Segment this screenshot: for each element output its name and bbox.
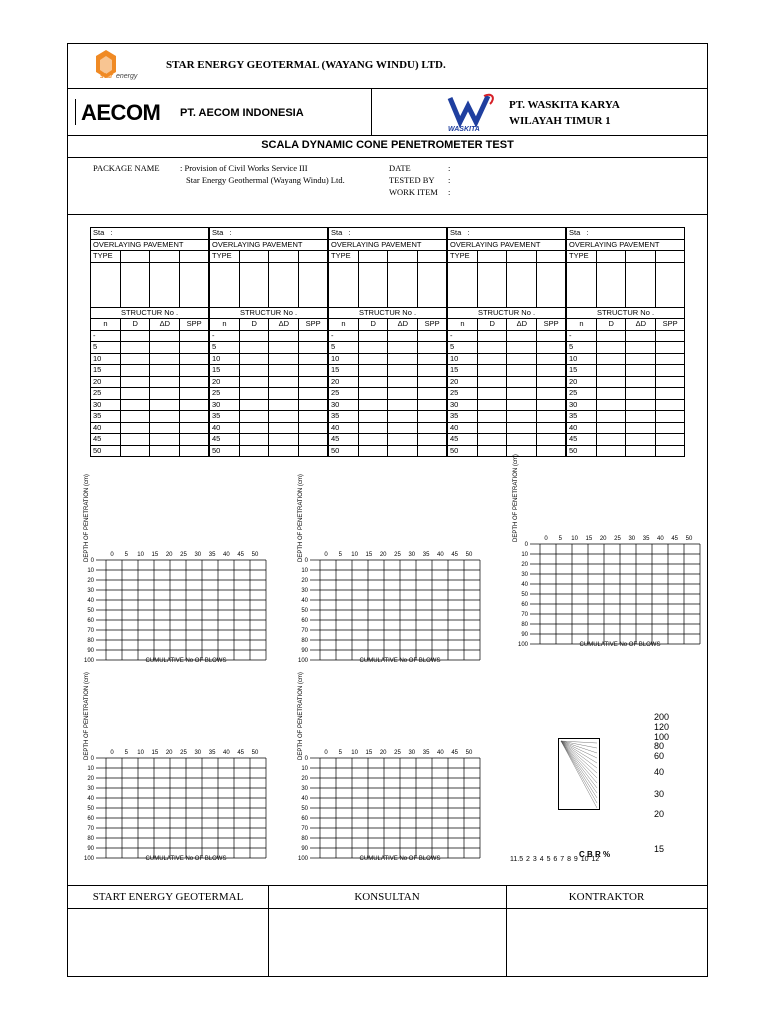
row-n: 35 xyxy=(210,411,240,423)
x-tick: 40 xyxy=(437,552,444,558)
x-tick: 50 xyxy=(465,552,473,558)
y-tick: 0 xyxy=(90,558,94,564)
x-tick: 35 xyxy=(422,750,430,756)
type-cell: TYPE xyxy=(448,251,478,263)
y-tick: 30 xyxy=(301,786,308,792)
cbr-right-value: 20 xyxy=(654,809,665,819)
col-spp: SPP xyxy=(299,319,328,331)
company-top: STAR ENERGY GEOTERMAL (WAYANG WINDU) LTD. xyxy=(166,59,446,71)
col-d: D xyxy=(477,319,507,331)
sta-cell: Sta : xyxy=(210,228,328,240)
y-axis-label: DEPTH OF PENETRATION (cm) xyxy=(298,672,304,760)
svg-text:star: star xyxy=(100,73,113,80)
col-d: D xyxy=(120,319,150,331)
cbr-right-value: 200 xyxy=(654,712,670,722)
overlaying-cell: OVERLAYING PAVEMENT xyxy=(91,239,209,251)
col-d: D xyxy=(358,319,388,331)
y-tick: 80 xyxy=(521,622,528,628)
x-tick: 15 xyxy=(585,536,593,542)
y-tick: 60 xyxy=(521,602,528,608)
x-axis-label: CUMULATIVE No OF BLOWS xyxy=(145,658,227,664)
x-tick: 5 xyxy=(124,750,128,756)
type-cell: TYPE xyxy=(329,251,359,263)
x-tick: 5 xyxy=(558,536,562,542)
x-tick: 20 xyxy=(165,750,173,756)
y-tick: 0 xyxy=(304,558,308,564)
penetration-chart-2 xyxy=(290,546,490,676)
y-tick: 40 xyxy=(87,598,94,604)
tested-colon: : xyxy=(448,175,451,185)
form-page xyxy=(67,43,708,977)
row-n: 40 xyxy=(567,422,597,434)
sta-table-5 xyxy=(566,227,685,457)
x-tick: 45 xyxy=(451,750,459,756)
y-tick: 0 xyxy=(524,542,528,548)
x-tick: 5 xyxy=(338,750,342,756)
x-tick: 35 xyxy=(208,750,216,756)
x-tick: 45 xyxy=(237,750,245,756)
x-tick: 45 xyxy=(671,536,679,542)
y-tick: 60 xyxy=(301,816,308,822)
row-n: 10 xyxy=(210,353,240,365)
row-n: 5 xyxy=(567,342,597,354)
y-tick: 80 xyxy=(301,638,308,644)
x-tick: 25 xyxy=(180,750,187,756)
x-tick: 0 xyxy=(544,536,548,542)
sta-cell: Sta : xyxy=(329,228,447,240)
row-n: 45 xyxy=(91,434,121,446)
x-tick: 30 xyxy=(408,750,416,756)
y-tick: 40 xyxy=(521,582,528,588)
row-n: 25 xyxy=(567,388,597,400)
col-dd: ΔD xyxy=(269,319,299,331)
x-axis-label: CUMULATIVE No OF BLOWS xyxy=(359,658,441,664)
y-tick: 100 xyxy=(297,856,308,862)
row-n: 45 xyxy=(210,434,240,446)
sta-table-4 xyxy=(447,227,566,457)
y-tick: 10 xyxy=(301,568,308,574)
x-tick: 30 xyxy=(194,552,202,558)
col-spp: SPP xyxy=(537,319,566,331)
row-n: 50 xyxy=(567,445,597,457)
x-tick: 25 xyxy=(180,552,187,558)
x-tick: 20 xyxy=(379,750,387,756)
row-n: 30 xyxy=(448,399,478,411)
row-n: - xyxy=(329,330,359,342)
y-tick: 50 xyxy=(87,608,94,614)
y-tick: 30 xyxy=(87,588,94,594)
row-n: 35 xyxy=(91,411,121,423)
row-n: 15 xyxy=(91,365,121,377)
footer-contractor: KONTRAKTOR xyxy=(568,891,645,903)
structur-cell: STRUCTUR No . xyxy=(448,307,566,319)
y-tick: 20 xyxy=(301,776,308,782)
row-n: - xyxy=(567,330,597,342)
x-tick: 50 xyxy=(685,536,693,542)
y-axis-label: DEPTH OF PENETRATION (cm) xyxy=(84,672,90,760)
row-n: 5 xyxy=(210,342,240,354)
x-tick: 50 xyxy=(465,750,473,756)
work-colon: : xyxy=(448,187,451,197)
row-n: 10 xyxy=(448,353,478,365)
x-tick: 10 xyxy=(571,536,578,542)
y-tick: 70 xyxy=(301,826,308,832)
footer-owner: START ENERGY GEOTERMAL xyxy=(92,891,244,903)
cbr-right-value: 30 xyxy=(654,789,665,799)
structur-cell: STRUCTUR No . xyxy=(210,307,328,319)
cbr-x-ticks: 11.5 2 3 4 5 6 7 8 9 10 12 xyxy=(510,856,600,863)
y-tick: 60 xyxy=(301,618,308,624)
structur-cell: STRUCTUR No . xyxy=(91,307,209,319)
row-n: 40 xyxy=(210,422,240,434)
y-tick: 40 xyxy=(301,796,308,802)
aecom-name: PT. AECOM INDONESIA xyxy=(180,107,304,119)
col-dd: ΔD xyxy=(150,319,180,331)
y-tick: 20 xyxy=(87,578,94,584)
penetration-chart-4 xyxy=(76,744,276,874)
package-line2: Star Energy Geothermal (Wayang Windu) Ltd. xyxy=(186,175,345,185)
x-tick: 0 xyxy=(324,552,328,558)
y-tick: 60 xyxy=(87,618,94,624)
x-tick: 45 xyxy=(451,552,459,558)
col-spp: SPP xyxy=(418,319,447,331)
waskita-logo-icon xyxy=(444,92,500,132)
x-tick: 50 xyxy=(251,552,259,558)
overlaying-cell: OVERLAYING PAVEMENT xyxy=(567,239,685,251)
sta-cell: Sta : xyxy=(448,228,566,240)
x-tick: 15 xyxy=(365,552,373,558)
row-n: 30 xyxy=(567,399,597,411)
row-n: 10 xyxy=(329,353,359,365)
y-tick: 10 xyxy=(87,568,94,574)
y-tick: 100 xyxy=(83,658,94,664)
y-tick: 20 xyxy=(301,578,308,584)
cbr-label: C B R % xyxy=(579,850,611,859)
y-tick: 20 xyxy=(521,562,528,568)
row-n: 50 xyxy=(329,445,359,457)
y-tick: 80 xyxy=(87,638,94,644)
row-n: - xyxy=(210,330,240,342)
row-n: 20 xyxy=(329,376,359,388)
y-tick: 100 xyxy=(517,642,528,648)
y-tick: 40 xyxy=(301,598,308,604)
row-n: 25 xyxy=(91,388,121,400)
cbr-right-value: 15 xyxy=(654,844,665,854)
row-n: 25 xyxy=(210,388,240,400)
overlaying-cell: OVERLAYING PAVEMENT xyxy=(448,239,566,251)
row-n: 10 xyxy=(91,353,121,365)
x-tick: 30 xyxy=(194,750,202,756)
row-n: 30 xyxy=(210,399,240,411)
y-tick: 70 xyxy=(521,612,528,618)
row-n: 20 xyxy=(91,376,121,388)
sta-table-1 xyxy=(90,227,209,457)
row-n: 50 xyxy=(448,445,478,457)
x-axis-label: CUMULATIVE No OF BLOWS xyxy=(359,856,441,862)
y-tick: 0 xyxy=(304,756,308,762)
y-tick: 90 xyxy=(301,846,308,852)
structur-cell: STRUCTUR No . xyxy=(567,307,685,319)
x-tick: 20 xyxy=(599,536,607,542)
y-tick: 90 xyxy=(521,632,528,638)
y-tick: 60 xyxy=(87,816,94,822)
package-line1: : Provision of Civil Works Service III xyxy=(180,163,308,173)
row-n: 25 xyxy=(329,388,359,400)
type-cell: TYPE xyxy=(91,251,121,263)
row-n: 15 xyxy=(210,365,240,377)
sta-table-2 xyxy=(209,227,328,457)
y-axis-label: DEPTH OF PENETRATION (cm) xyxy=(513,454,519,542)
row-n: 30 xyxy=(91,399,121,411)
work-label: WORK ITEM xyxy=(389,187,438,197)
sta-cell: Sta : xyxy=(567,228,685,240)
date-colon: : xyxy=(448,163,451,173)
row-n: 40 xyxy=(329,422,359,434)
x-tick: 10 xyxy=(351,750,358,756)
x-tick: 10 xyxy=(137,552,144,558)
y-tick: 50 xyxy=(301,608,308,614)
structur-cell: STRUCTUR No . xyxy=(329,307,447,319)
overlaying-cell: OVERLAYING PAVEMENT xyxy=(329,239,447,251)
x-tick: 40 xyxy=(223,552,230,558)
row-n: 40 xyxy=(448,422,478,434)
y-tick: 100 xyxy=(297,658,308,664)
svg-text:WASKITA: WASKITA xyxy=(448,126,480,132)
row-n: 50 xyxy=(91,445,121,457)
x-tick: 15 xyxy=(151,750,159,756)
cbr-right-value: 120 xyxy=(654,722,670,732)
y-tick: 30 xyxy=(301,588,308,594)
x-tick: 40 xyxy=(657,536,664,542)
cbr-right-value: 40 xyxy=(654,767,665,777)
y-tick: 20 xyxy=(87,776,94,782)
col-d: D xyxy=(596,319,626,331)
penetration-chart-3 xyxy=(510,530,710,660)
x-tick: 45 xyxy=(237,552,245,558)
col-d: D xyxy=(239,319,269,331)
col-dd: ΔD xyxy=(507,319,537,331)
x-tick: 0 xyxy=(110,552,114,558)
y-tick: 10 xyxy=(87,766,94,772)
row-n: 50 xyxy=(210,445,240,457)
row-n: 45 xyxy=(329,434,359,446)
y-tick: 80 xyxy=(87,836,94,842)
x-tick: 0 xyxy=(110,750,114,756)
waskita-line1: PT. WASKITA KARYA xyxy=(509,99,620,111)
row-n: 45 xyxy=(567,434,597,446)
row-n: 35 xyxy=(329,411,359,423)
y-tick: 10 xyxy=(521,552,528,558)
page-title: SCALA DYNAMIC CONE PENETROMETER TEST xyxy=(261,139,514,151)
x-tick: 15 xyxy=(151,552,159,558)
y-tick: 70 xyxy=(87,826,94,832)
row-n: 45 xyxy=(448,434,478,446)
x-tick: 5 xyxy=(124,552,128,558)
cbr-right-value: 60 xyxy=(654,751,665,761)
sta-cell: Sta : xyxy=(91,228,209,240)
x-axis-label: CUMULATIVE No OF BLOWS xyxy=(145,856,227,862)
x-tick: 30 xyxy=(628,536,636,542)
y-tick: 30 xyxy=(87,786,94,792)
row-n: 35 xyxy=(567,411,597,423)
x-tick: 25 xyxy=(394,552,401,558)
footer-consultant: KONSULTAN xyxy=(354,891,420,903)
row-n: 40 xyxy=(91,422,121,434)
x-tick: 15 xyxy=(365,750,373,756)
y-tick: 100 xyxy=(83,856,94,862)
y-tick: 90 xyxy=(87,648,94,654)
x-tick: 30 xyxy=(408,552,416,558)
y-tick: 10 xyxy=(301,766,308,772)
package-label: PACKAGE NAME xyxy=(93,163,160,173)
row-n: - xyxy=(448,330,478,342)
type-cell: TYPE xyxy=(567,251,597,263)
row-n: 30 xyxy=(329,399,359,411)
row-n: 15 xyxy=(448,365,478,377)
x-tick: 20 xyxy=(165,552,173,558)
x-tick: 5 xyxy=(338,552,342,558)
y-tick: 90 xyxy=(301,648,308,654)
x-axis-label: CUMULATIVE No OF BLOWS xyxy=(579,642,661,648)
col-n: n xyxy=(329,319,359,331)
col-n: n xyxy=(210,319,240,331)
col-n: n xyxy=(91,319,121,331)
row-n: 5 xyxy=(448,342,478,354)
y-tick: 70 xyxy=(87,628,94,634)
col-dd: ΔD xyxy=(626,319,656,331)
row-n: 20 xyxy=(448,376,478,388)
x-tick: 35 xyxy=(642,536,650,542)
svg-text:energy: energy xyxy=(116,73,138,80)
y-tick: 70 xyxy=(301,628,308,634)
x-tick: 25 xyxy=(394,750,401,756)
x-tick: 10 xyxy=(351,552,358,558)
x-tick: 25 xyxy=(614,536,621,542)
row-n: 20 xyxy=(210,376,240,388)
overlaying-cell: OVERLAYING PAVEMENT xyxy=(210,239,328,251)
cbr-right-value: 80 xyxy=(654,741,665,751)
x-tick: 35 xyxy=(208,552,216,558)
row-n: - xyxy=(91,330,121,342)
cbr-right-value: 100 xyxy=(654,732,670,742)
tested-label: TESTED BY xyxy=(389,175,435,185)
col-spp: SPP xyxy=(656,319,685,331)
x-tick: 0 xyxy=(324,750,328,756)
y-tick: 30 xyxy=(521,572,528,578)
row-n: 5 xyxy=(329,342,359,354)
sta-table-3 xyxy=(328,227,447,457)
x-tick: 10 xyxy=(137,750,144,756)
star-energy-logo-icon xyxy=(92,48,152,86)
col-dd: ΔD xyxy=(388,319,418,331)
row-n: 5 xyxy=(91,342,121,354)
x-tick: 35 xyxy=(422,552,430,558)
col-n: n xyxy=(448,319,478,331)
row-n: 20 xyxy=(567,376,597,388)
x-tick: 40 xyxy=(223,750,230,756)
row-n: 10 xyxy=(567,353,597,365)
col-spp: SPP xyxy=(180,319,209,331)
y-axis-label: DEPTH OF PENETRATION (cm) xyxy=(298,474,304,562)
x-tick: 40 xyxy=(437,750,444,756)
y-tick: 50 xyxy=(87,806,94,812)
penetration-chart-5 xyxy=(290,744,490,874)
y-tick: 50 xyxy=(301,806,308,812)
x-tick: 50 xyxy=(251,750,259,756)
row-n: 15 xyxy=(567,365,597,377)
penetration-chart-1 xyxy=(76,546,276,676)
x-tick: 20 xyxy=(379,552,387,558)
y-tick: 80 xyxy=(301,836,308,842)
col-n: n xyxy=(567,319,597,331)
y-tick: 90 xyxy=(87,846,94,852)
row-n: 25 xyxy=(448,388,478,400)
row-n: 15 xyxy=(329,365,359,377)
y-tick: 50 xyxy=(521,592,528,598)
y-tick: 40 xyxy=(87,796,94,802)
y-tick: 0 xyxy=(90,756,94,762)
y-axis-label: DEPTH OF PENETRATION (cm) xyxy=(84,474,90,562)
aecom-logo: AECOM xyxy=(81,100,161,125)
cbr-chart xyxy=(558,738,600,810)
type-cell: TYPE xyxy=(210,251,240,263)
date-label: DATE xyxy=(389,163,411,173)
row-n: 35 xyxy=(448,411,478,423)
waskita-line2: WILAYAH TIMUR 1 xyxy=(509,115,611,127)
